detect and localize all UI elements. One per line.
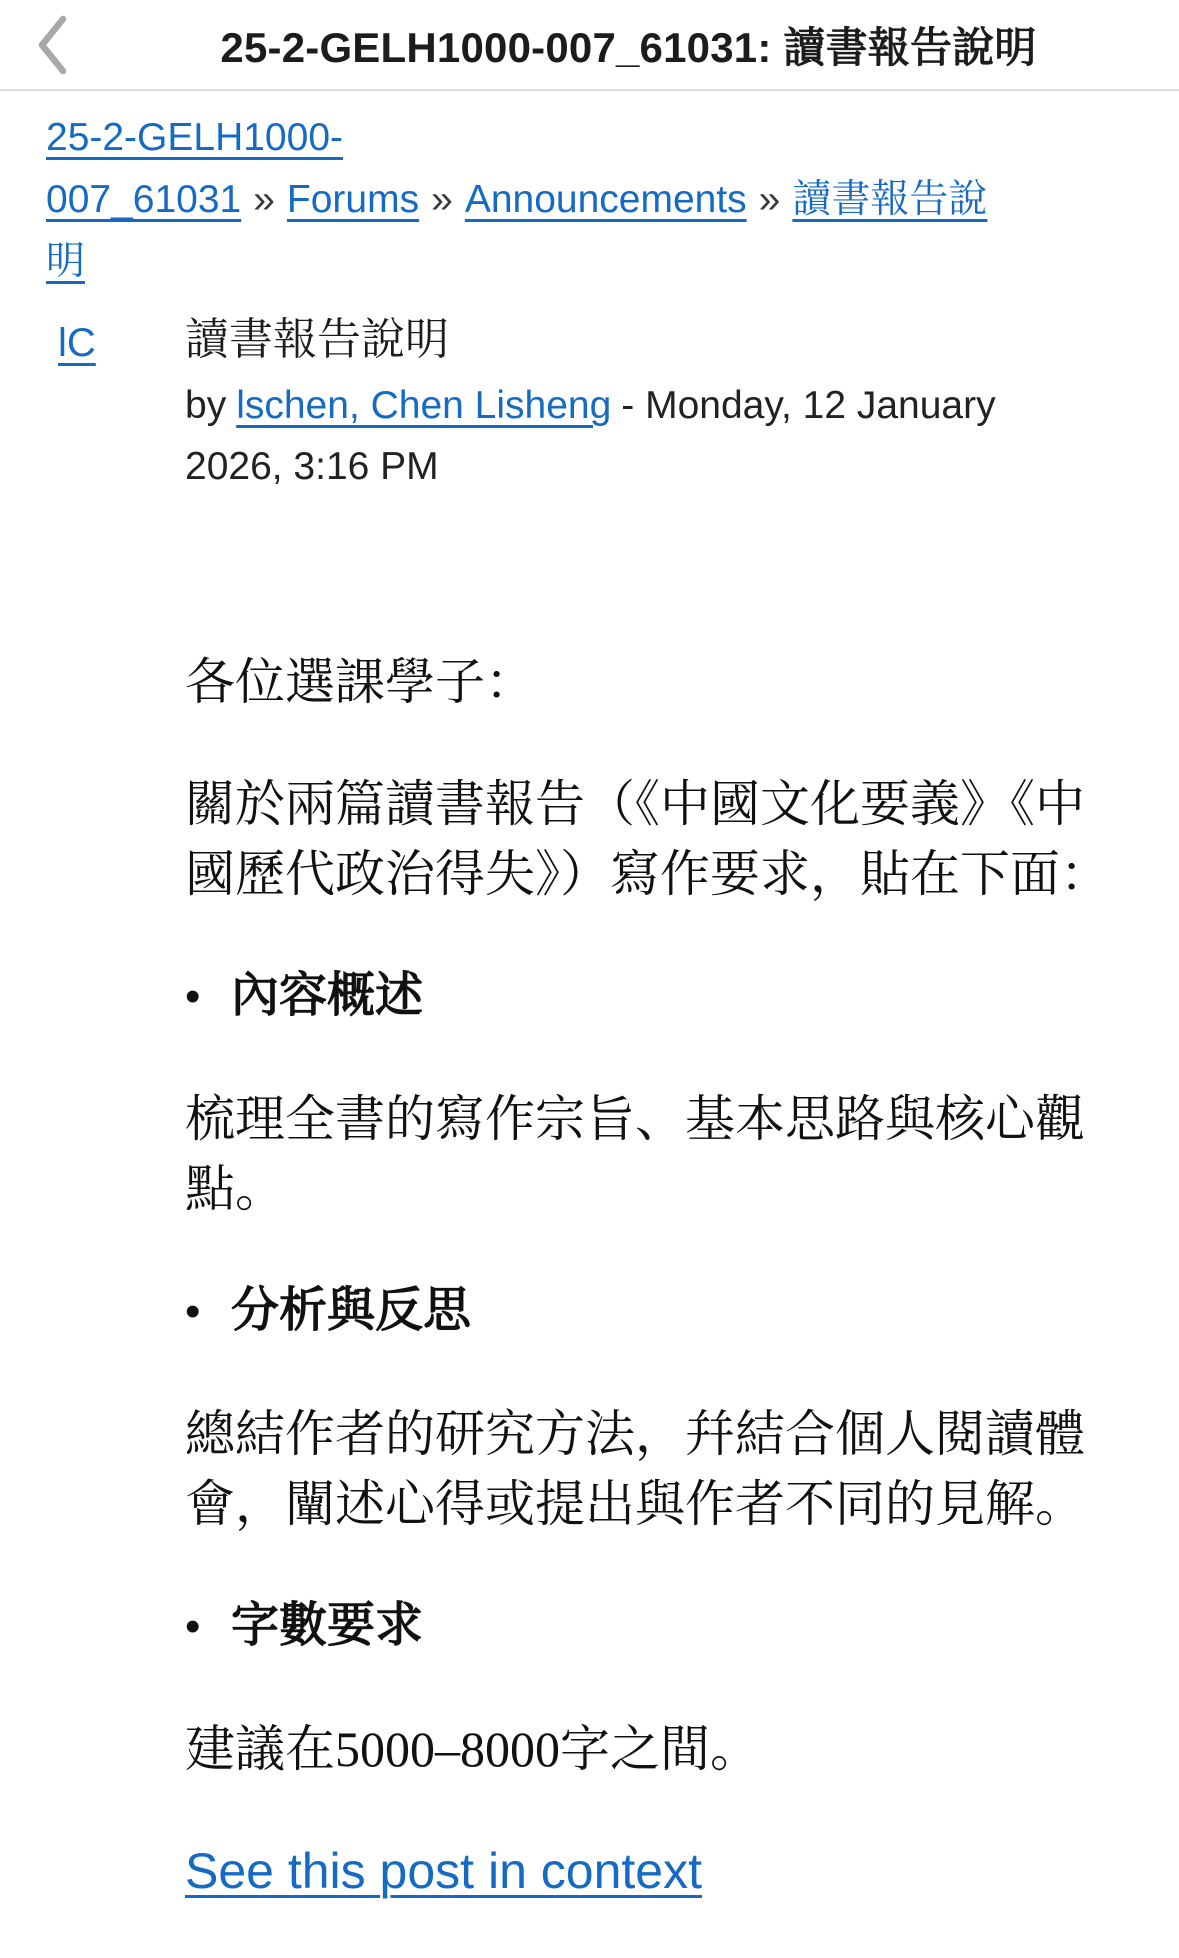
bullet-item-analysis <box>185 1276 1133 1347</box>
bullet-marker: • <box>185 972 201 1021</box>
author-avatar-link[interactable]: lC <box>58 321 96 365</box>
breadcrumb-separator: » <box>253 178 275 221</box>
breadcrumb-separator: » <box>758 178 781 221</box>
bullet-text-content-summary: 梳理全書的寫作宗旨、基本思路與核心觀點。 <box>185 1091 1085 1217</box>
author-link[interactable]: lschen, Chen Lisheng <box>236 384 612 427</box>
post <box>46 313 1133 1958</box>
breadcrumb-link-forums[interactable]: Forums <box>286 178 420 221</box>
breadcrumb <box>46 107 1026 293</box>
intro-paragraph: 關於兩篇讀書報告（《中國文化要義》《中國歷代政治得失》）寫作要求，貼在下面： <box>185 776 1110 902</box>
chevron-left-icon <box>34 14 70 76</box>
word-count-prefix: 建議在 <box>185 1721 335 1777</box>
context-paragraph <box>185 1836 1133 1906</box>
bullet-marker: • <box>185 1602 201 1651</box>
navbar <box>0 0 1179 91</box>
avatar-cell <box>46 313 185 369</box>
bullet-text-analysis: 總結作者的研究方法，幷結合個人閱讀體會，闡述心得或提出與作者不同的見解。 <box>185 1406 1085 1532</box>
byline-prefix: by <box>185 384 227 427</box>
breadcrumb-link-post[interactable]: 讀書報告說明 <box>46 178 988 283</box>
bullet-heading: 字數要求 <box>231 1599 424 1652</box>
breadcrumb-link-announcements[interactable]: Announcements <box>464 178 747 221</box>
bullet-heading: 分析與反思 <box>231 1284 472 1337</box>
post-body <box>185 647 1133 1906</box>
post-subject: 讀書報告說明 <box>185 315 449 364</box>
post-byline <box>185 375 1045 497</box>
see-post-in-context-link[interactable]: See this post in context <box>185 1843 702 1899</box>
back-button[interactable] <box>0 0 104 89</box>
post-main <box>185 313 1133 1958</box>
greeting-paragraph: 各位選課學子： <box>185 654 535 710</box>
bullet-item-content-summary <box>185 961 1133 1032</box>
page-title: 25-2-GELH1000-007_61031: 讀書報告說明 <box>220 23 1037 71</box>
word-count-suffix: 字之間。 <box>560 1721 760 1777</box>
bullet-heading: 內容概述 <box>231 969 424 1022</box>
bullet-text-word-count <box>185 1714 1133 1784</box>
bullet-item-word-count <box>185 1591 1133 1662</box>
word-count-range: 5000–8000 <box>335 1721 560 1777</box>
byline-date: - Monday, 12 January 2026, 3:16 PM <box>185 384 996 488</box>
breadcrumb-link-course[interactable]: 25-2-GELH1000-007_61031 <box>46 116 343 221</box>
bullet-marker: • <box>185 1287 201 1336</box>
breadcrumb-separator: » <box>431 178 453 221</box>
